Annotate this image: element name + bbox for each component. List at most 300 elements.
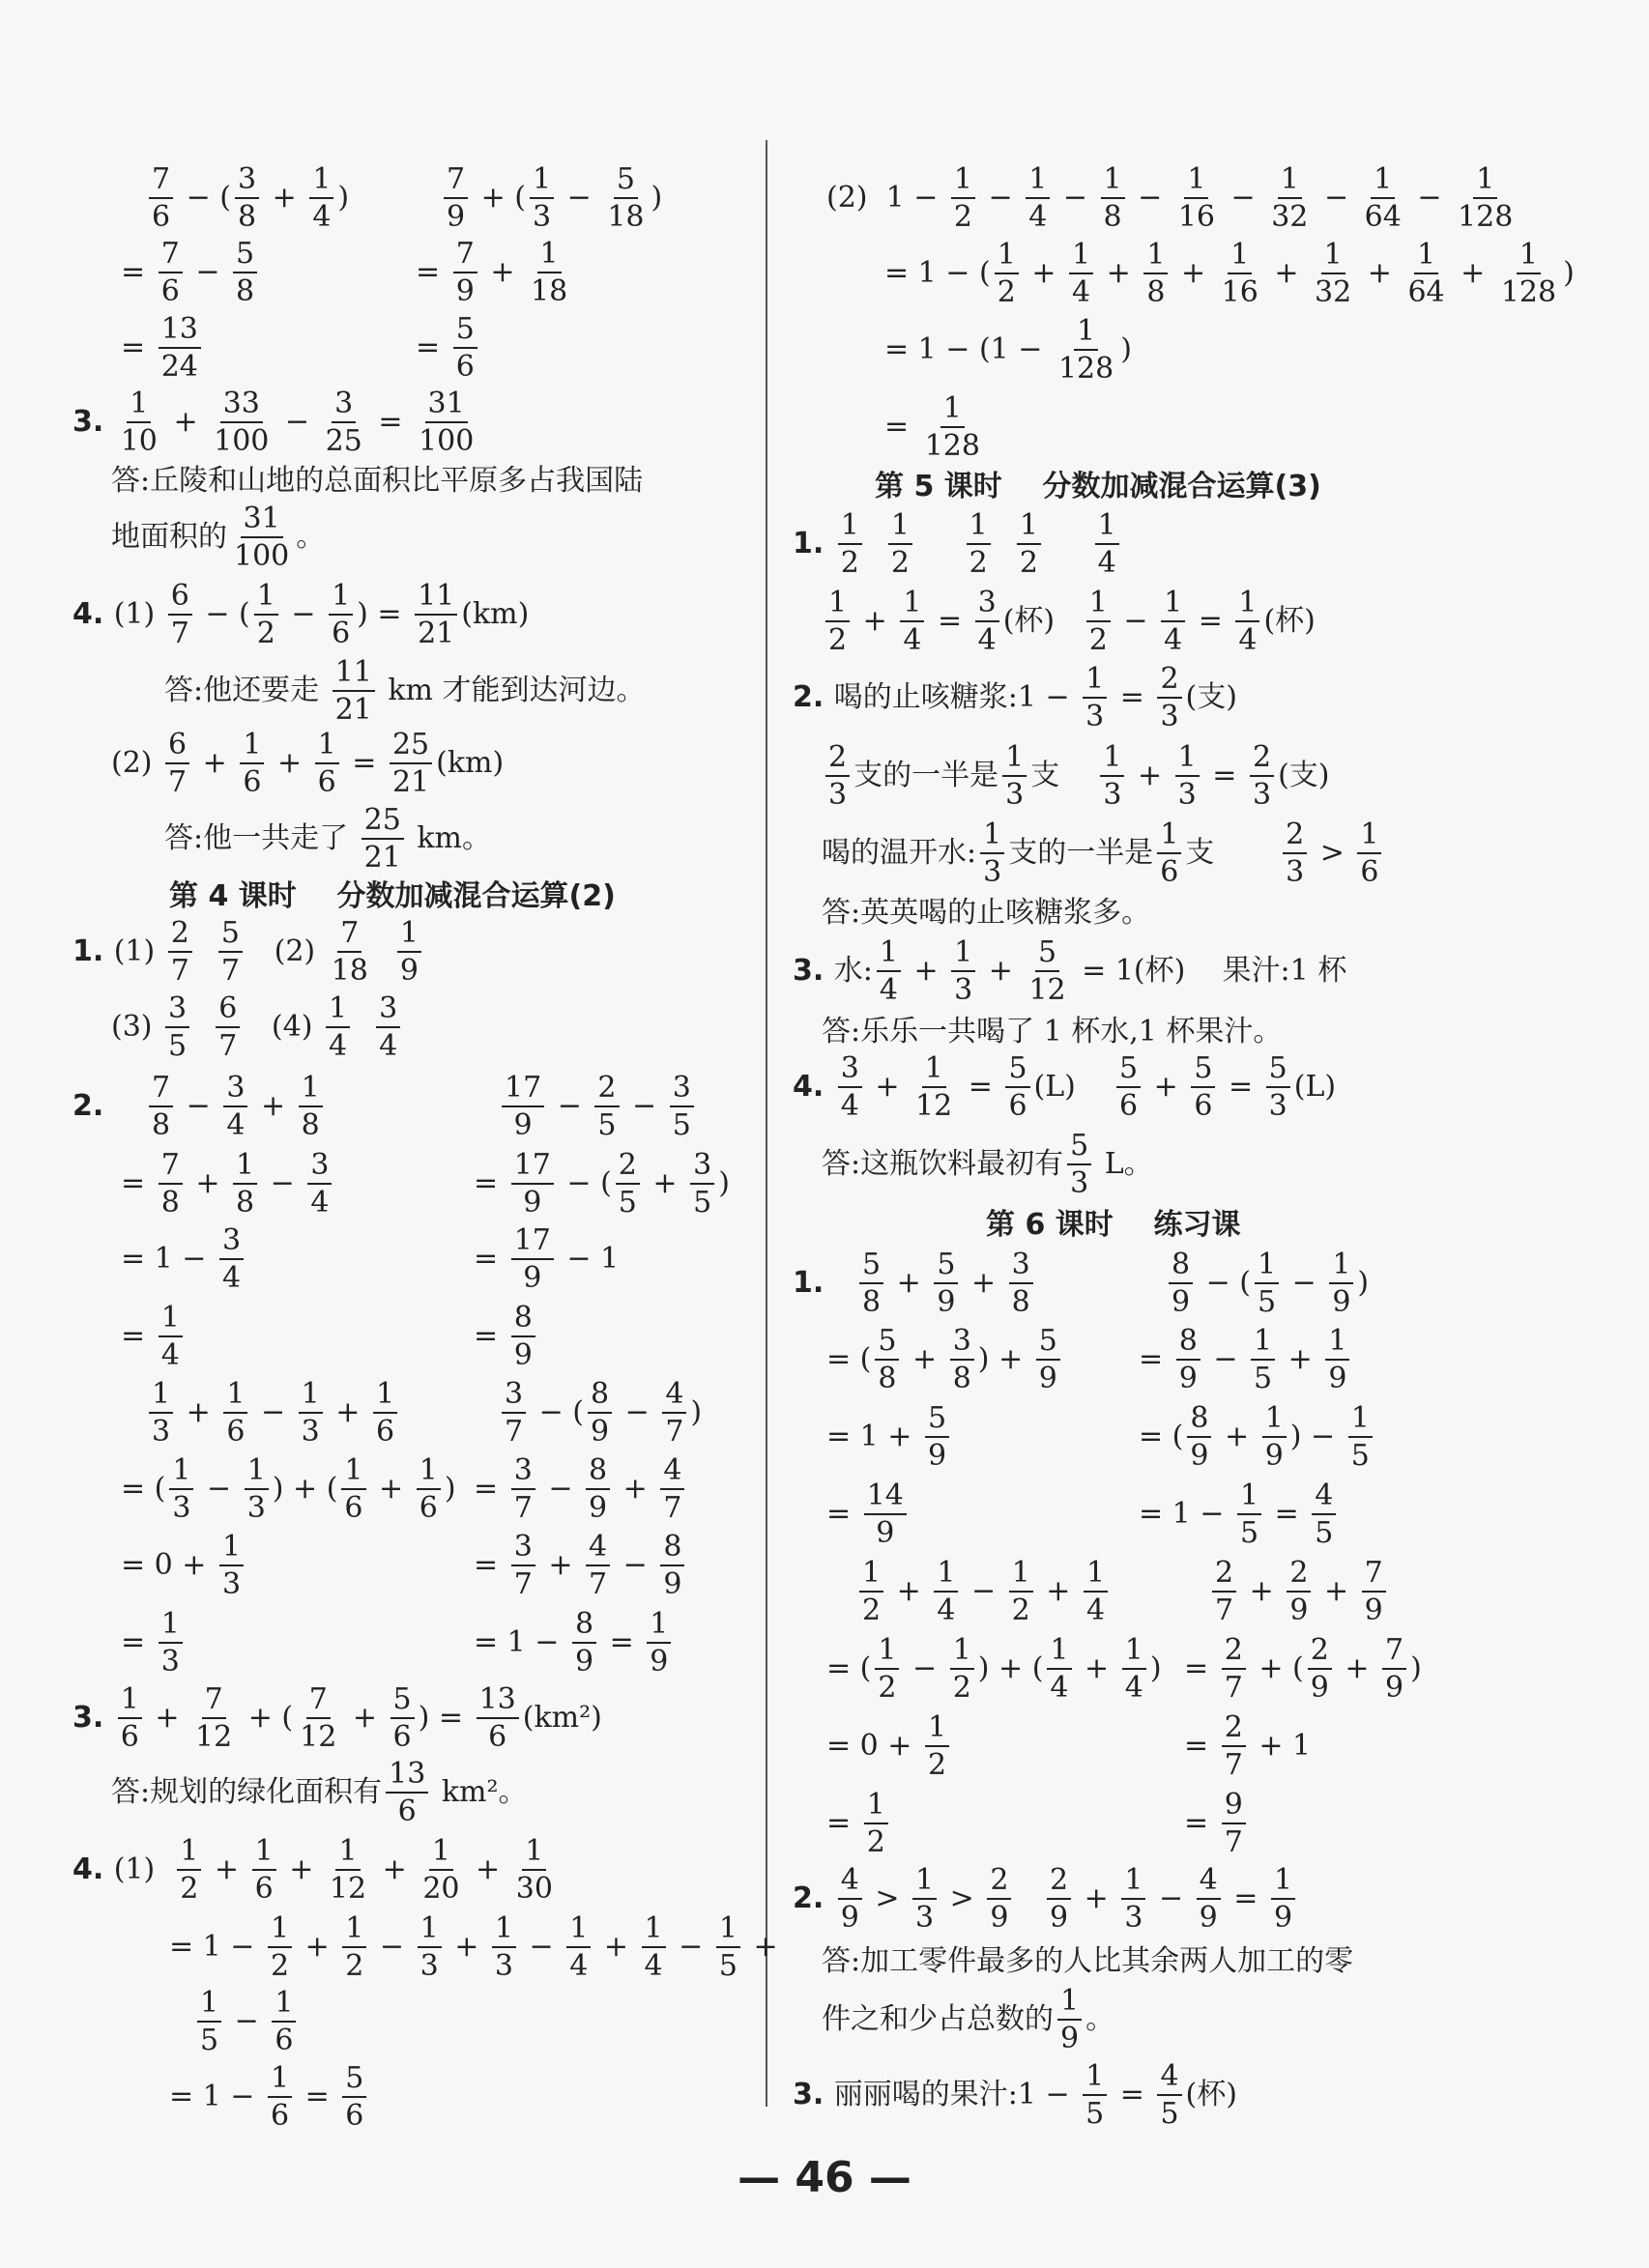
left-line-2 [121,238,261,307]
text-run: ) [690,1395,703,1429]
fraction: 11 21 [333,656,375,726]
fraction: $\frac{5}{9}$ [925,1402,949,1472]
fraction: $\frac{7}{12}$ [195,1682,233,1754]
text-run: − [1407,181,1452,215]
text-run: = [928,604,971,638]
text-run: − ( [177,181,232,215]
fraction: $\frac{1}{4}$ [642,1912,666,1982]
text-run: + [887,1266,931,1300]
text-run: ) = [418,1701,473,1735]
right-line-7 [793,663,1237,732]
text-run: ) + ( [272,1472,338,1506]
fraction: $\frac{1}{5}$ [1237,1479,1261,1549]
text-run: 支的一半是 [1008,836,1154,870]
left-line-11 [111,729,504,798]
text-run: ) − [1289,1420,1345,1453]
fraction: $\frac{1}{32}$ [1271,162,1309,234]
fraction: $\frac{1}{3}$ [1083,663,1107,732]
right-line-30 [1184,1711,1311,1781]
text-run: = [1111,2078,1154,2111]
left-line-28 [474,1454,688,1524]
fraction: $\frac{1}{4}$ [159,1302,183,1371]
text-run: = [826,1497,860,1531]
item-number: 3. [793,954,834,988]
text-run: 。 [296,520,326,554]
text-run: + ( [472,181,527,215]
fraction: $\frac{4}{5}$ [1157,2060,1181,2130]
fraction: $\frac{1}{3}$ [219,1531,244,1600]
text-run: + [853,604,897,638]
text-run: 答:这瓶饮料最初有 [822,1147,1064,1181]
fraction: $\frac{3}{4}$ [307,1149,332,1219]
right-line-11 [793,936,1346,1006]
text-run: + [1264,256,1309,290]
fraction: $\frac{1}{3}$ [159,1608,183,1678]
fraction: 1 3 [149,1378,173,1448]
fraction: $\frac{1}{128}$ [1057,314,1114,386]
text-run: = [1184,1651,1218,1685]
text-run: 答:英英喝的止咳糖浆多。 [822,896,1151,930]
text-run: = 1 − [169,1930,264,1964]
text-run: − [614,1548,657,1582]
item-number: 3. [72,1701,114,1735]
left-line-25 [145,1378,401,1448]
column-divider [766,140,767,2107]
text-run: + [979,954,1023,988]
fraction: $\frac{1}{4}$ [1235,587,1259,656]
fraction: 7 9 [444,163,468,233]
text-run: − [538,1472,582,1506]
fraction: 8 9 [1169,1249,1193,1318]
fraction: 7 6 [149,163,173,233]
fraction: 3 8 [235,163,259,233]
fraction: 1 2 [838,509,862,579]
text-run: = [121,1625,155,1659]
text-run: = [121,1319,155,1353]
text-run: = [342,746,386,780]
fraction: $\frac{1}{6}$ [329,580,353,649]
left-line-32 [474,1608,675,1678]
right-line-13 [793,1052,1336,1122]
text-run: 水: [833,954,873,988]
fraction: $\frac{1}{4}$ [1122,1634,1146,1704]
fraction: $\frac{1}{6}$ [240,729,264,798]
fraction: $\frac{3}{7}$ [511,1531,535,1600]
text-run [375,937,393,966]
right-line-3 [884,392,987,462]
text-run: + [1240,1574,1284,1608]
text-run: = [1224,1881,1267,1915]
fraction: 6 7 [165,729,189,798]
text-run: + [193,746,237,780]
fraction: 8 9 [1187,1402,1211,1472]
fraction: $\frac{1}{3}$ [299,1378,323,1448]
fraction: $\frac{8}{9}$ [511,1302,535,1371]
item-number: 1. [793,1266,824,1300]
fraction: $\frac{1}{2}$ [951,163,975,233]
text-run: ) [1563,256,1575,290]
fraction: $\frac{1}{3}$ [492,1912,516,1982]
text-run: = ( [826,1651,872,1685]
text-run: 喝的温开水: [822,836,977,870]
fraction: $\frac{1}{2}$ [342,1912,366,1982]
fraction: $\frac{1}{5}$ [1251,1325,1275,1394]
text-run: 丽丽喝的果汁:1 − [833,2078,1080,2111]
fraction: $\frac{1}{9}$ [1262,1402,1287,1472]
text-run: + [186,1166,229,1200]
fraction: 2 3 [1283,818,1307,888]
fraction: $\frac{3}{25}$ [325,387,362,458]
text-run: = 0 + [121,1548,216,1582]
right-line-21 [826,1402,953,1472]
item-number: 4. [72,597,114,631]
text-run [995,530,1013,559]
fraction: $\frac{2}{7}$ [1222,1711,1246,1781]
fraction: $\frac{1}{3}$ [245,1454,269,1524]
fraction: $\frac{2}{5}$ [594,1072,619,1141]
right-line-19 [826,1325,1064,1394]
left-line-37 [193,1987,300,2056]
text-run: − [1054,181,1097,215]
text-run: + ( [1249,1651,1304,1685]
item-number: 1. [793,527,834,560]
text-run: + [145,1701,189,1735]
fraction: $\frac{3}{5}$ [670,1072,694,1141]
text-run: − [1149,1881,1193,1915]
text-run: + [177,1395,220,1429]
fraction: $\frac{3}{7}$ [511,1454,535,1524]
fraction: $\frac{3}{8}$ [1009,1249,1033,1318]
text-run: (2) [246,934,325,968]
right-line-24 [1139,1479,1340,1549]
right-line-34 [822,1944,1354,1978]
fraction: $\frac{4}{9}$ [1197,1864,1221,1934]
text-run: + [1215,1420,1258,1453]
left-line-36 [169,1912,778,1982]
fraction: $\frac{1}{2}$ [950,1634,974,1704]
fraction: 1 3 [1002,741,1027,811]
text-run: − [669,1930,712,1964]
right-line-12 [822,1015,1283,1048]
fraction: $\frac{5}{18}$ [607,162,645,234]
fraction: $\frac{1}{2}$ [864,1789,888,1858]
text-run: 支的一半是 [853,759,999,792]
text-run: + [480,255,524,289]
fraction: 8 9 [588,1378,612,1448]
text-run: − [186,255,229,289]
text-run: + [163,405,208,439]
text-run: = [296,2080,339,2113]
fraction: $\frac{1}{4}$ [309,163,333,233]
fraction: 1 6 [118,1683,142,1753]
fraction: $\frac{1}{3}$ [1175,741,1200,811]
right-line-2 [884,315,1132,385]
text-run: = ( [1139,1420,1184,1453]
item-number: 3. [72,405,114,439]
right-line-16 [793,1266,824,1300]
right-line-36 [793,2060,1237,2130]
text-run: + [251,1089,295,1123]
text-run: + [205,1852,248,1886]
text-run: − [1128,181,1172,215]
fraction: $\frac{2}{3}$ [1250,741,1274,811]
fraction: $\frac{8}{9}$ [660,1531,684,1600]
text-run: − ( [557,1166,612,1200]
fraction: $\frac{7}{9}$ [453,238,477,307]
fraction: $\frac{4}{5}$ [1312,1479,1336,1549]
fraction: $\frac{4}{7}$ [586,1531,610,1600]
text-run: − [275,405,319,439]
right-line-31 [826,1789,892,1858]
text-run: (杯) [1263,604,1316,638]
fraction: 2 3 [825,741,850,811]
fraction: $\frac{1}{64}$ [1407,238,1445,309]
fraction: $\frac{5}{12}$ [1028,935,1066,1007]
text-run: (支) [1278,759,1330,792]
text-run: (2) 1 − [826,181,947,215]
right-line-9 [822,818,1385,888]
fraction: 4 9 [838,1864,862,1934]
text-run: = 1 − [474,1625,568,1659]
text-run: = [1202,759,1246,792]
fraction: 1 9 [1057,1985,1082,2054]
text-run: ) = [357,597,412,631]
text-run: + [1172,256,1215,290]
text-run: 答:乐乐一共喝了 1 杯水,1 杯果汁。 [822,1015,1283,1048]
text-run: 喝的止咳糖浆:1 − [833,680,1080,714]
left-line-6 [72,388,480,457]
text-run: = ( [121,1472,166,1506]
right-line-15 [986,1208,1241,1242]
right-line-27 [826,1634,1162,1704]
fraction: 1 3 [530,163,554,233]
text-run: = 0 + [826,1729,921,1763]
fraction: $\frac{1}{4}$ [1161,587,1185,656]
right-line-5 [793,509,1123,579]
fraction: $\frac{1}{12}$ [329,1834,367,1906]
right-line-10 [822,896,1151,930]
fraction: $\frac{7}{9}$ [1362,1557,1386,1626]
fraction: $\frac{1}{18}$ [531,237,568,308]
fraction: 1 3 [912,1864,937,1934]
fraction: $\frac{14}{9}$ [864,1479,907,1549]
left-line-12 [164,804,491,874]
fraction: $\frac{2}{7}$ [1222,1634,1246,1704]
text-run: − [1114,604,1158,638]
fraction: $\frac{1}{128}$ [924,391,980,463]
fraction: $\frac{1}{3}$ [951,936,975,1006]
text-run: ) + [977,1342,1032,1376]
text-run: = 1 − (1 − [884,332,1052,366]
right-line-20 [1139,1325,1353,1394]
fraction: 5 8 [859,1249,883,1318]
fraction: $\frac{3}{8}$ [950,1325,974,1394]
text-run: = [600,1625,644,1659]
text-run: (3) [111,1010,162,1044]
text-run: = [1184,1806,1218,1840]
text-run: + 1 [1249,1729,1312,1763]
text-run: − [558,181,601,215]
fraction: $\frac{1}{9}$ [1271,1864,1295,1934]
fraction: 6 7 [168,580,192,649]
text-run: = 1 − [1139,1497,1233,1531]
text-run: + [1097,256,1141,290]
fraction: $\frac{8}{9}$ [572,1608,596,1678]
fraction: 1 4 [326,992,350,1062]
left-line-26 [498,1378,702,1448]
text-run: + [903,1342,946,1376]
section-heading: 第 4 课时 分数加减混合运算(2) [169,879,616,913]
text-run: (1) [113,597,164,631]
text-run: + [1315,1574,1358,1608]
fraction: $\frac{11}{21}$ [415,580,457,649]
left-line-4 [121,313,205,383]
left-line-9 [72,580,529,649]
right-line-0 [826,163,1519,233]
left-line-30 [474,1531,688,1600]
text-run: + [445,1930,488,1964]
text-run: = [121,330,155,364]
text-run: = [826,1806,860,1840]
text-run: = [1265,1497,1309,1531]
fraction: $\frac{1}{2}$ [268,1912,292,1982]
text-run: + [1075,1651,1118,1685]
section-heading: 第 6 课时 练习课 [986,1208,1241,1242]
fraction: 1 3 [169,1454,193,1524]
item-number: 4. [793,1070,834,1104]
text-run: − [177,1089,220,1123]
text-run: + [279,1852,323,1886]
text-run: > [865,1881,910,1915]
text-run: − [197,1472,241,1506]
fraction: $\frac{1}{3}$ [1121,1864,1145,1934]
fraction: 1 3 [980,818,1004,888]
fraction: $\frac{2}{3}$ [1157,663,1181,732]
text-run [866,530,884,559]
right-line-26 [1208,1557,1390,1626]
fraction: $\frac{1}{6}$ [315,729,339,798]
text-run: − 1 [557,1242,620,1276]
item-number: 4. [72,1852,114,1886]
fraction: $\frac{1}{20}$ [422,1834,460,1906]
text-run: km。 [407,821,492,855]
text-run: = [474,1319,507,1353]
fraction: $\frac{3}{4}$ [223,1072,247,1141]
text-run: + [1358,256,1402,290]
fraction: $\frac{5}{8}$ [233,238,257,307]
fraction: $\frac{5}{6}$ [342,2062,366,2132]
fraction: $\frac{1}{6}$ [373,1378,397,1448]
text-run: − [1283,1266,1326,1300]
text-run: + [296,1930,339,1964]
right-line-14 [822,1130,1153,1199]
text-run: > [940,1881,984,1915]
text-run: + [538,1548,582,1582]
fraction: 1 4 [1095,509,1119,579]
fraction: $\frac{4}{7}$ [660,1454,684,1524]
text-run: = [474,1242,507,1276]
fraction: 5 8 [875,1325,899,1394]
text-run: − [1222,181,1265,215]
text-run: − [251,1395,295,1429]
text-run: (km²) [522,1701,602,1735]
fraction: $\frac{13}{24}$ [159,313,201,383]
item-number: 2. [793,1881,834,1915]
left-line-13 [169,879,616,913]
text-run: + [369,1472,413,1506]
fraction: $\frac{7}{9}$ [1382,1634,1406,1704]
text-run: (杯) [1002,604,1083,638]
fraction: 2 9 [1308,1634,1332,1704]
text-run: − [616,1395,659,1429]
text-run: − [962,1574,1005,1608]
text-run: = [474,1166,507,1200]
left-line-19 [121,1149,335,1219]
fraction: 5 6 [1116,1052,1141,1122]
text-run: = [121,1166,155,1200]
text-run: + [1075,1881,1118,1915]
fraction: 1 2 [254,580,278,649]
fraction: $\frac{3}{4}$ [975,587,999,656]
left-line-14 [72,917,425,987]
text-run: (2) [111,746,162,780]
fraction: 1 5 [1255,1249,1279,1318]
text-run: + [263,181,306,215]
fraction: 17 9 [502,1072,544,1141]
right-line-18 [1165,1249,1369,1318]
text-run: (km) [436,746,505,780]
text-run: 支 [1030,759,1097,792]
text-run: = 1(杯) 果汁:1 杯 [1072,954,1347,988]
fraction: $\frac{5}{9}$ [1036,1325,1060,1394]
text-run: 。 [1085,2002,1115,2036]
text-run: 件之和少占总数的 [822,2002,1054,2036]
fraction: $\frac{1}{9}$ [647,1608,671,1678]
fraction: 1 4 [877,936,901,1006]
fraction: 2 9 [1047,1864,1071,1934]
fraction: $\frac{5}{6}$ [391,1683,415,1753]
text-run [1015,1884,1043,1913]
fraction: $\frac{1}{4}$ [934,1557,958,1626]
fraction: $\frac{1}{6}$ [252,1835,276,1905]
fraction: $\frac{1}{6}$ [268,2062,292,2132]
text-run: + [887,1574,931,1608]
item-number: 2. [72,1089,104,1123]
left-line-0 [145,163,349,233]
fraction: 3 4 [376,992,400,1062]
text-run: − [261,1166,304,1200]
text-run: − [281,597,326,631]
text-run: ) [1120,332,1132,366]
fraction: 5 7 [218,917,243,987]
fraction: $\frac{1}{4}$ [1069,239,1093,308]
text-run: 答:加工零件最多的人比其余两人加工的零 [822,1944,1354,1978]
fraction: $\frac{1}{64}$ [1364,162,1402,234]
fraction: $\frac{1}{8}$ [299,1072,323,1141]
text-run [916,530,963,559]
fraction: 1 2 [875,1634,899,1704]
fraction: $\frac{7}{8}$ [159,1149,183,1219]
fraction: $\frac{8}{9}$ [586,1454,610,1524]
fraction: 25 21 [362,804,404,874]
text-run: − [622,1089,666,1123]
fraction: 3 4 [838,1052,862,1122]
text-run: = [1219,1070,1262,1104]
text-run: ) [718,1166,730,1200]
text-run: − [225,2004,269,2038]
right-line-35 [822,1985,1114,2054]
text-run: = [474,1472,507,1506]
